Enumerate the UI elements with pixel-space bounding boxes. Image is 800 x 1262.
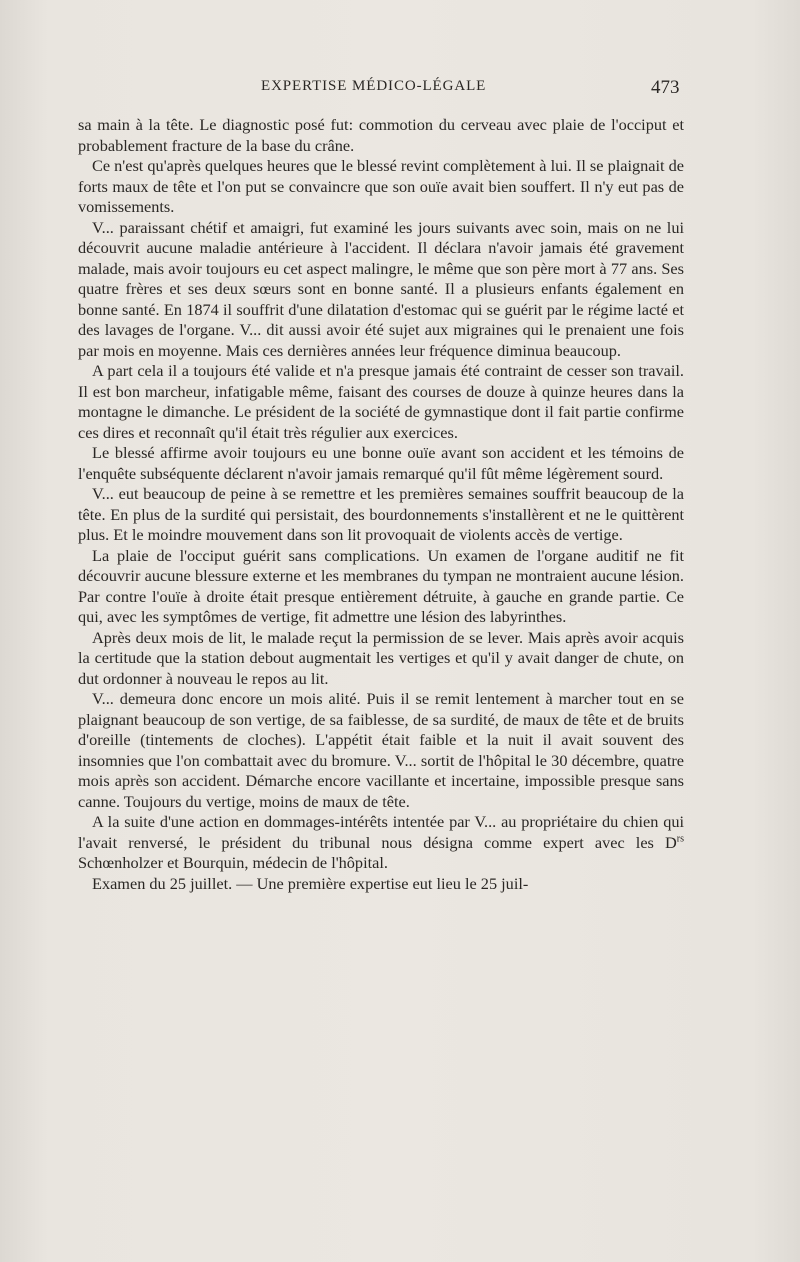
paragraph-10 [78,812,684,874]
paragraph-6: V... eut beaucoup de peine à se remettre et les premières semaines souffrit beaucoup de la tête. En plus de la surdité qui persistait, des bourdonnements s'installèrent et ne le quittèrent plus. Et le moindre mouvement dans son lit provoquait de violents accès de vertige. [78,484,684,544]
paragraph-10-text: A la suite d'une action en dommages-intérêts intentée par V... au propriétaire du chien qui l'avait renversé, le président du tribunal nous désigna comme expert avec les D [78,812,684,852]
paragraph-9: V... demeura donc encore un mois alité. Puis il se remit lentement à marcher tout en se plaignant beaucoup de son vertige, de sa faiblesse, de sa surdité, de maux de tête et de bruits d'oreille (tintements de cloches). L'appétit était faible et la nuit il avait souvent des insomnies que l'on combattait avec du bromure. V... sortit de l'hôpital le 30 décembre, quatre mois après son accident. Démarche encore vacillante et incertaine, impossible presque sans canne. Toujours du vertige, moins de maux de tête. [78,689,684,811]
paragraph-2: Ce n'est qu'après quelques heures que le blessé revint complètement à lui. Il se plaignait de forts maux de tête et l'on put se convaincre que son ouïe avait bien souffert. Il n'y eut pas de vomissements. [78,156,684,216]
body-text [78,115,684,894]
paragraph-4: A part cela il a toujours été valide et n'a presque jamais été contraint de cesser son travail. Il est bon marcheur, infatigable même, faisant des courses de douze à quinze heures dans la montagne le dimanche. Le président de la société de gymnastique dont il fait partie confirme ces dires et reconnaît qu'il était très régulier aux exercices. [78,361,684,442]
running-title: EXPERTISE MÉDICO-LÉGALE [261,78,487,94]
paragraph-1: sa main à la tête. Le diagnostic posé fut: commotion du cerveau avec plaie de l'occiput et probablement fracture de la base du crâne. [78,115,684,155]
doctors-abbreviation: rs [676,833,684,845]
paragraph-11: Examen du 25 juillet. — Une première expertise eut lieu le 25 juil- [92,873,529,893]
paragraph-8: Après deux mois de lit, le malade reçut la permission de se lever. Mais après avoir acquis la certitude que la station debout augmentait les vertiges et qu'il y avait danger de chute, on dut ordonner à nouveau le repos au lit. [78,627,684,688]
page-number: 473 [651,77,680,98]
paragraph-10-end: Schœnholzer et Bourquin, médecin de l'hôpital. [78,853,388,872]
paragraph-7: La plaie de l'occiput guérit sans complications. Un examen de l'organe auditif ne fit découvrir aucune blessure externe et les membranes du tympan ne montraient aucune lésion. Par contre l'ouïe à droite était presque entièrement détruite, à gauche en grande partie. Ce qui, avec les symptômes de vertige, fit admettre une lésion des labyrinthes. [78,545,684,626]
paragraph-3: V... paraissant chétif et amaigri, fut examiné les jours suivants avec soin, mais on ne lui découvrit aucune maladie antérieure à l'accident. Il déclara n'avoir jamais été gravement malade, mais avoir toujours eu cet aspect malingre, le même que son père mort à 77 ans. Ses quatre frères et ses deux sœurs sont en bonne santé. Il a plusieurs enfants également en bonne santé. En 1874 il souffrit d'une dilatation d'estomac qui se guérit par le régime lacté et des lavages de l'organe. V... dit aussi avoir été sujet aux migraines qui le prenaient une fois par mois en moyenne. Mais ces dernières années leur fréquence diminua beaucoup. [78,217,684,360]
paragraph-5: Le blessé affirme avoir toujours eu une bonne ouïe avant son accident et les témoins de l'enquête subséquente déclarent n'avoir jamais remarqué qu'il fût même légèrement sourd. [78,443,684,483]
page-header [0,78,800,102]
